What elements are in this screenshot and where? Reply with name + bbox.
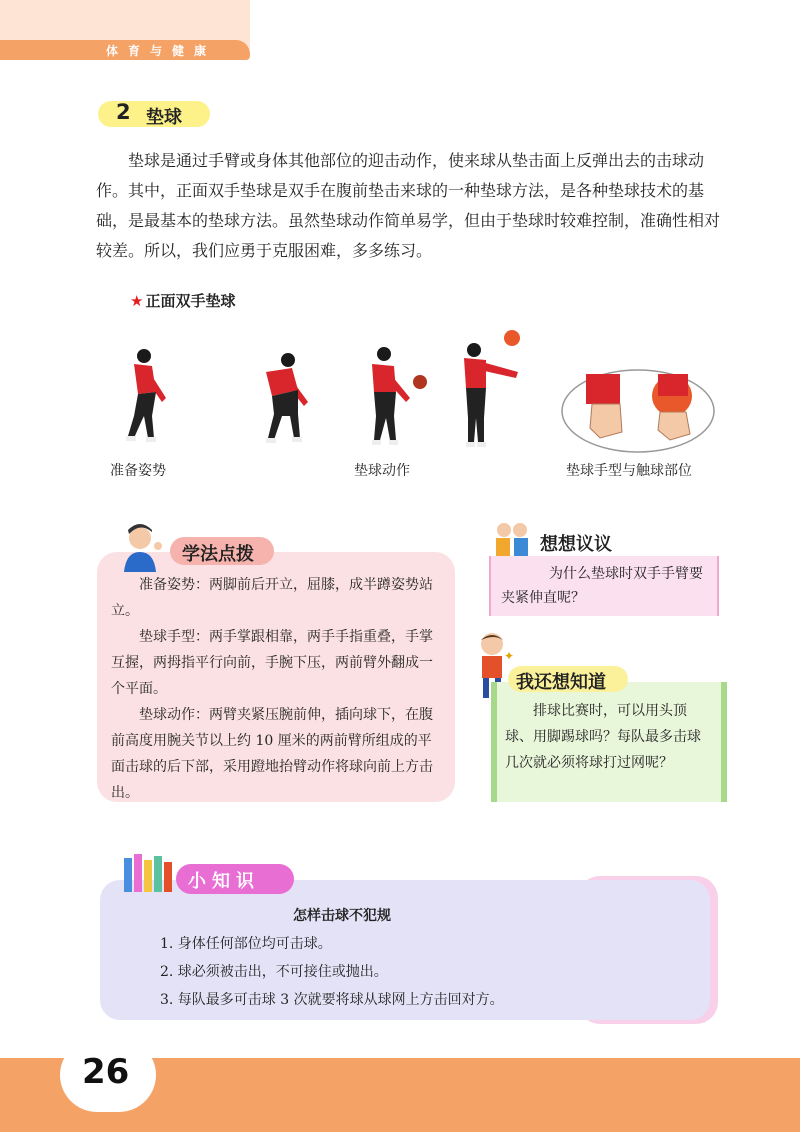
want-to-know-title: 我还想知道	[516, 672, 606, 693]
list-item: 3. 每队最多可击球 3 次就要将球从球网上方击回对方。	[160, 992, 504, 1008]
think-text: 为什么垫球时双手手臂要夹紧伸直呢？	[501, 566, 703, 606]
ball-icon	[413, 375, 427, 389]
svg-text:✦: ✦	[504, 649, 514, 663]
learn-tips-title-pill	[170, 537, 274, 565]
learn-tips-paragraph: 准备姿势：两脚前后开立，屈膝，成半蹲姿势站立。	[111, 577, 433, 619]
ball-icon	[504, 330, 520, 346]
want-to-know-text: 排球比赛时，可以用头顶球、用脚踢球吗？每队最多击球几次就必须将球打过网呢？	[505, 703, 701, 771]
teacher-icon	[118, 522, 166, 574]
figure-ready-stance	[108, 346, 172, 446]
header-title: 体育与健康	[106, 44, 217, 58]
caption-action: 垫球动作	[354, 463, 410, 479]
books-icon	[122, 850, 178, 894]
subheading-text: 正面双手垫球	[145, 292, 236, 310]
learn-tips-paragraph: 垫球动作：两臂夹紧压腕前伸，插向球下，在腹前高度用腕关节以上约 10 厘米的两前臂所组成的平面击球的后下部，采用蹬地抬臂动作将球向前上方击出。	[111, 707, 433, 801]
section-number: 2	[116, 100, 131, 124]
list-item: 2. 球必须被击出，不可接住或抛出。	[160, 964, 388, 980]
figure-pass-step2	[356, 344, 428, 448]
learn-tips-title: 学法点拨	[182, 544, 254, 565]
learn-tips-paragraph: 垫球手型：两手掌跟相靠，两手手指重叠，手掌互握，两拇指平行向前，手腕下压，两前臂外翻成一个平面。	[111, 629, 433, 697]
want-to-know-title-pill	[508, 666, 628, 692]
figure-pass-step1	[248, 350, 312, 446]
tips-label: 小知识	[188, 871, 260, 892]
page-number: 26	[82, 1052, 130, 1092]
tips-label-pill	[176, 864, 294, 894]
caption-hands: 垫球手型与触球部位	[566, 463, 692, 479]
intro-paragraph: 垫球是通过手臂或身体其他部位的迎击动作，使来球从垫击面上反弹出去的击球动作。其中，正面双手垫球是双手在腹前垫击来球的一种垫球方法，是各种垫球技术的基础，是最基本的垫球方法。虽然垫球动作简单易学，但由于垫球时较难控制，准确性相对较差。所以，我们应勇于克服困难，多多练习。	[96, 151, 721, 260]
think-title: 想想议议	[540, 534, 612, 555]
subheading	[130, 290, 235, 311]
list-item: 1. 身体任何部位均可击球。	[160, 936, 332, 952]
figure-hand-position	[560, 368, 716, 454]
tips-title: 怎样击球不犯规	[293, 908, 391, 924]
section-title: 垫球	[146, 107, 182, 128]
tips-list	[160, 930, 504, 1014]
learn-tips-body	[111, 572, 443, 806]
caption-ready: 准备姿势	[110, 463, 166, 479]
figure-pass-step3	[460, 328, 524, 450]
star-icon: ★	[130, 292, 144, 310]
